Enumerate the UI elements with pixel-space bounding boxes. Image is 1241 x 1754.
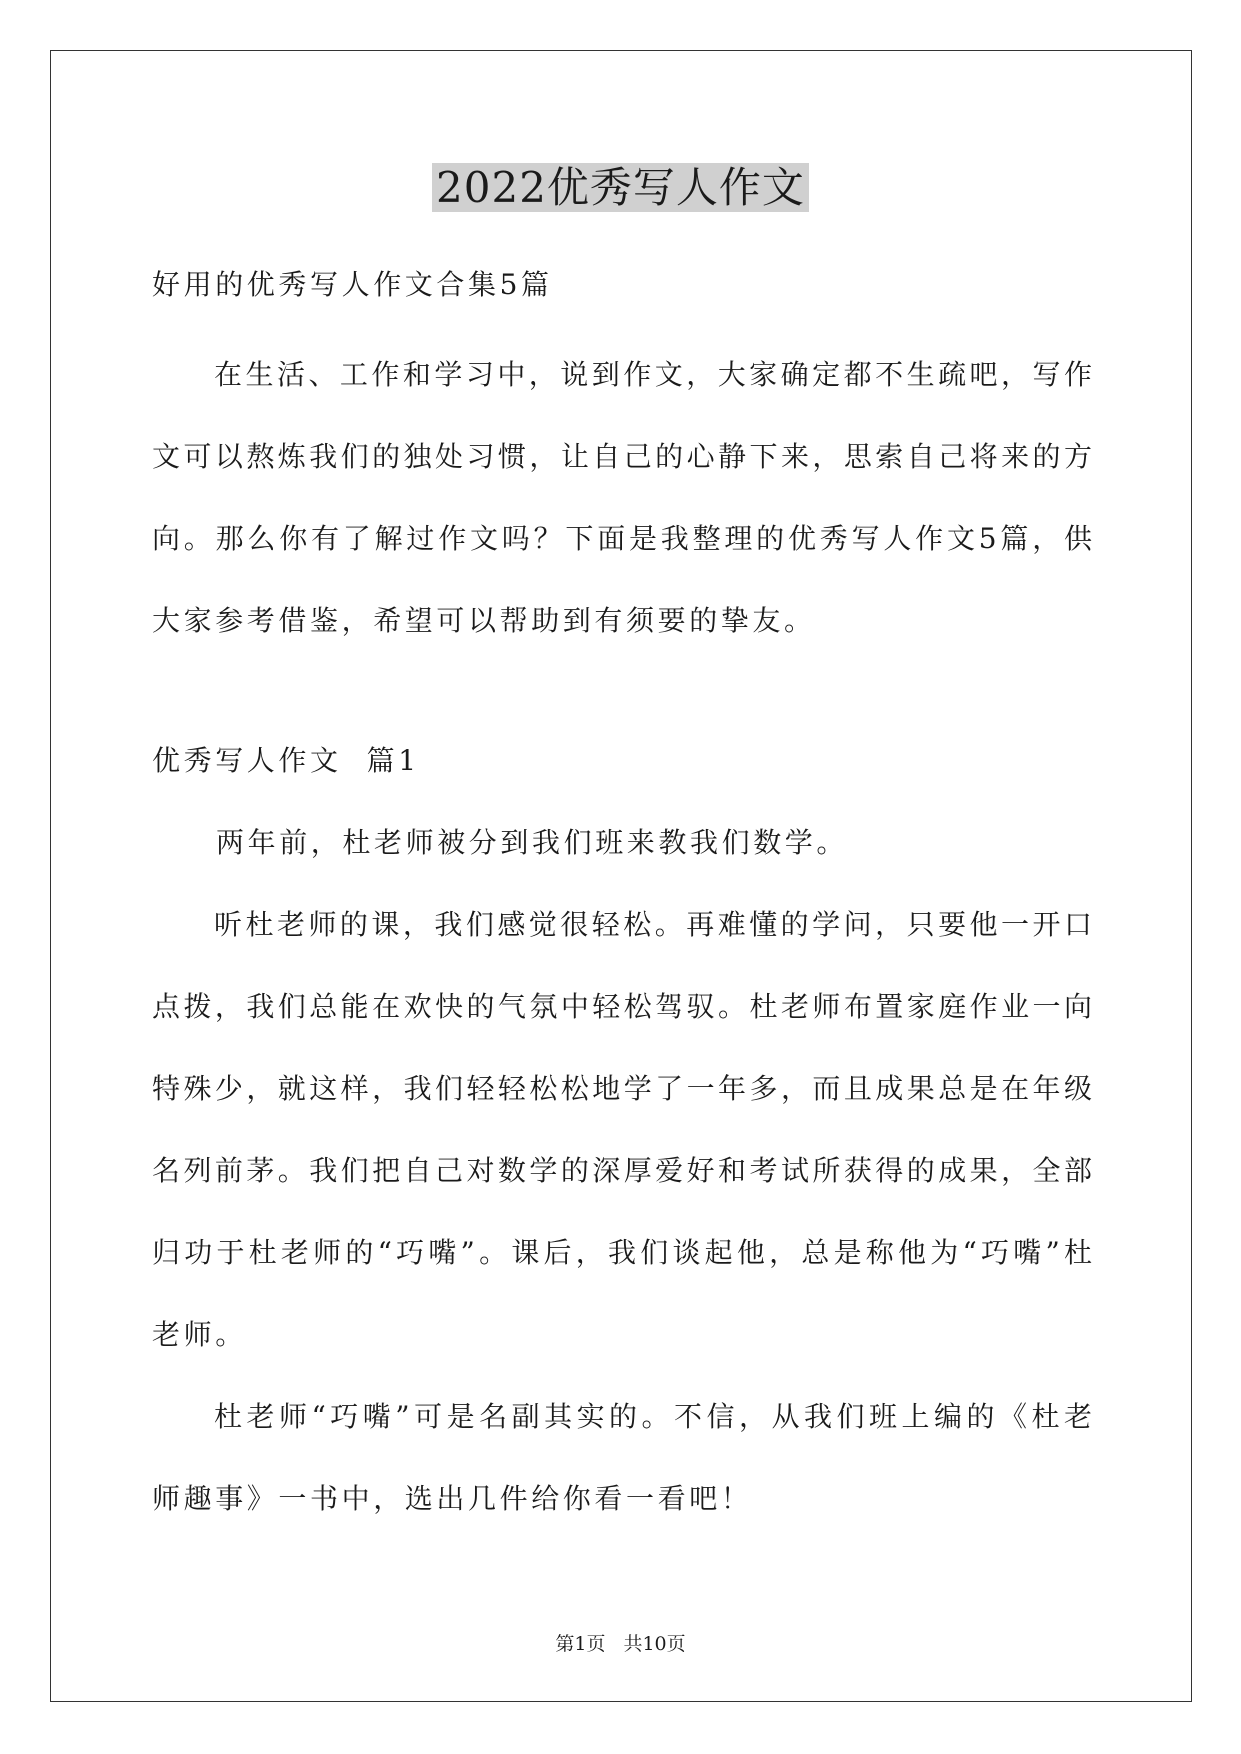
document-subtitle: 好用的优秀写人作文合集5篇 <box>152 268 553 301</box>
paragraph-line: 特殊少，就这样，我们轻轻松松地学了一年多，而且成果总是在年级 <box>152 1072 1092 1105</box>
paragraph-line: 点拨，我们总能在欢快的气氛中轻松驾驭。杜老师布置家庭作业一向 <box>152 990 1092 1023</box>
spacer <box>152 326 1092 334</box>
spacer <box>152 662 1092 720</box>
paragraph-line: 名列前茅。我们把自己对数学的深厚爱好和考试所获得的成果，全部 <box>152 1154 1092 1187</box>
paragraph-line: 老师。 <box>152 1318 247 1351</box>
page-footer <box>0 1632 1241 1656</box>
intro-line: 文可以熬炼我们的独处习惯，让自己的心静下来，思索自己将来的方 <box>152 440 1092 473</box>
page-total: 共10页 <box>623 1633 686 1655</box>
paragraph-line: 听杜老师的课，我们感觉很轻松。再难懂的学问，只要他一开口 <box>214 908 1092 941</box>
paragraph-line: 归功于杜老师的“巧嘴”。课后，我们谈起他，总是称他为“巧嘴”杜 <box>152 1236 1092 1269</box>
document-title <box>0 160 1241 216</box>
intro-line: 在生活、工作和学习中，说到作文，大家确定都不生疏吧，写作 <box>214 358 1092 391</box>
intro-line: 向。那么你有了解过作文吗？下面是我整理的优秀写人作文5篇，供 <box>152 522 1092 555</box>
section-heading: 优秀写人作文 篇1 <box>152 744 420 777</box>
paragraph-line: 师趣事》一书中，选出几件给你看一看吧！ <box>152 1482 753 1515</box>
paragraph-line: 杜老师“巧嘴”可是名副其实的。不信，从我们班上编的《杜老 <box>214 1400 1092 1433</box>
page-number: 第1页 <box>555 1633 606 1655</box>
document-title-text: 2022优秀写人作文 <box>432 163 809 212</box>
intro-line: 大家参考借鉴，希望可以帮助到有须要的挚友。 <box>152 604 816 637</box>
paragraph: 两年前，杜老师被分到我们班来教我们数学。 <box>216 826 849 859</box>
document-body <box>152 244 1092 1540</box>
